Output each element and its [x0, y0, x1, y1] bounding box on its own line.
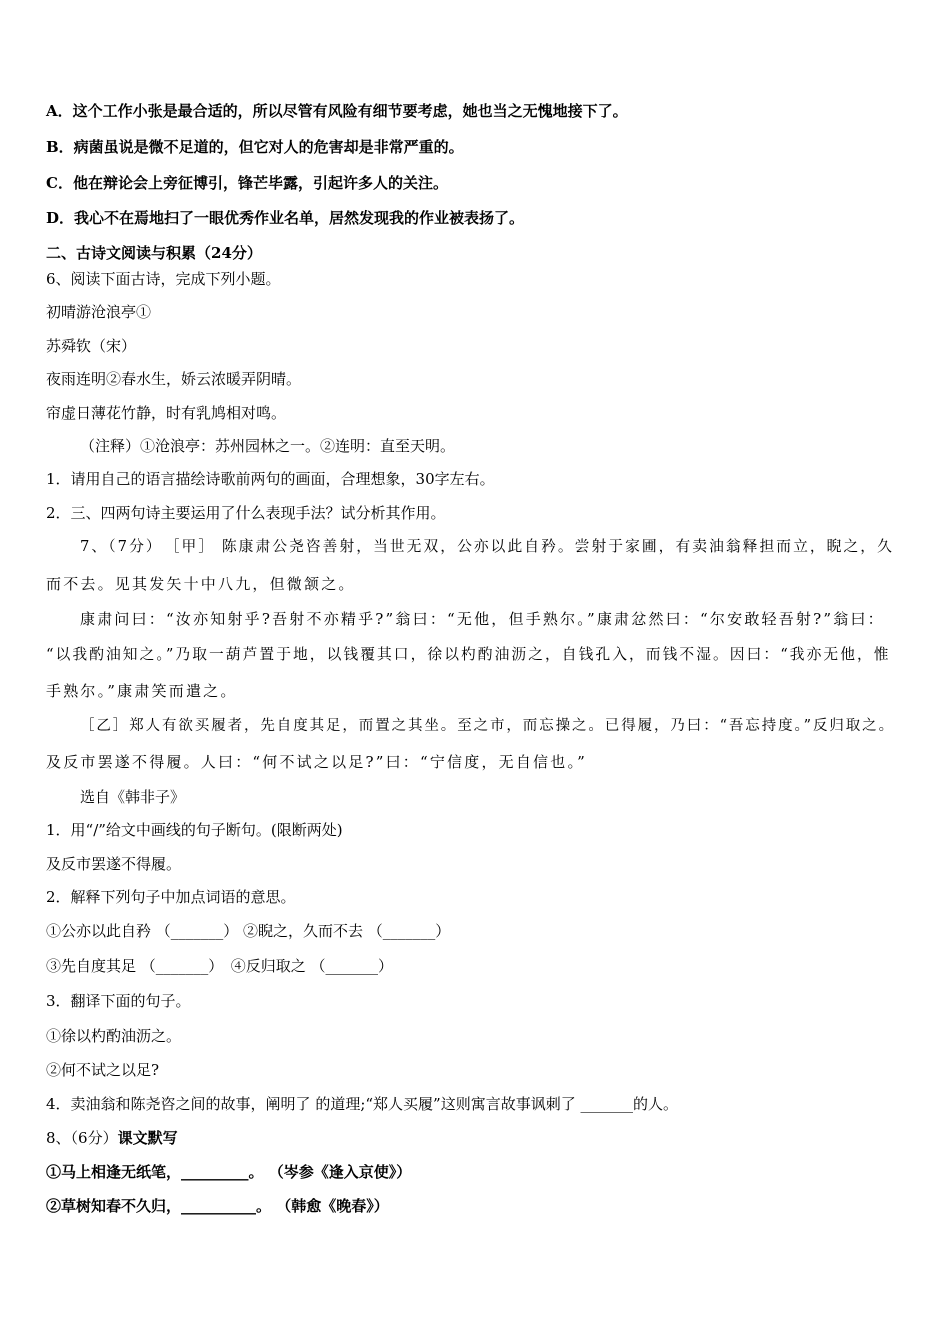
- q7-sub-3: 3．翻译下面的句子。: [46, 992, 191, 1010]
- q6-sub-2: 2．三、四两句诗主要运用了什么表现手法？试分析其作用。: [46, 504, 446, 522]
- q7-sub-4: 4．卖油翁和陈尧咨之间的故事，阐明了 的道理;“郑人买履”这则寓言故事讽刺了 _______的人。: [46, 1095, 678, 1113]
- q8-heading: [46, 1128, 178, 1148]
- q7-sub-2-row-2: ③先自度其足 （_______） ④反归取之 （_______）: [46, 957, 394, 975]
- poem-author: 苏舜钦（宋）: [46, 337, 137, 355]
- poem-line-2: 帘虚日薄花竹静，时有乳鸠相对鸣。: [46, 404, 287, 422]
- q7-passage-b-line-1: ［乙］郑人有欲买履者，先自度其足，而置之其坐。至之市，而忘操之。已得履，乃曰：“吾忘持度。”反归取之。: [80, 718, 895, 734]
- q7-passage-a-line-3: 康肃问曰：“汝亦知射乎?吾射不亦精乎?”翁曰：“无他，但手熟尔。”康肃忿然曰：“尔安敢轻吾射?”翁曰：: [80, 610, 885, 628]
- poem-title: 初晴游沧浪亭①: [46, 303, 152, 321]
- option-c: C．他在辩论会上旁征博引，锋芒毕露，引起许多人的关注。: [46, 174, 448, 192]
- option-b: B．病菌虽说是微不足道的，但它对人的危害却是非常严重的。: [46, 138, 464, 156]
- q7-passage-b-line-2: 及反市罢遂不得履。人曰：“何不试之以足?”曰：“宁信度，无自信也。”: [46, 753, 588, 771]
- section-heading: 二、古诗文阅读与积累（24分）: [46, 244, 262, 262]
- q7-sub-2-row-1: ①公亦以此自矜 （_______） ②睨之，久而不去 （_______）: [46, 922, 451, 940]
- q8-heading-text: 8、（6分）课文默写: [46, 1129, 178, 1147]
- q7-sub-3-item-1: ①徐以杓酌油沥之。: [46, 1027, 182, 1045]
- q8-line-1: ①马上相逢无纸笔，_________。 （岑参《逢入京使》）: [46, 1163, 412, 1181]
- q7-passage-a-line-1: 7、（7分） ［甲］ 陈康肃公尧咨善射，当世无双，公亦以此自矜。尝射于家圃，有卖油翁释担而立，睨之，久: [80, 538, 894, 555]
- q8-line-2: ②草树知春不久归，__________。 （韩愈《晚春》）: [46, 1197, 389, 1215]
- poem-notes: （注释）①沧浪亭：苏州园林之一。②连明：直至天明。: [80, 437, 456, 455]
- q6-prompt: 6、阅读下面古诗，完成下列小题。: [46, 270, 281, 288]
- q7-passage-a-line-4: “以我酌油知之。”乃取一葫芦置于地，以钱覆其口，徐以杓酌油沥之，自钱孔入，而钱不湿。因曰：“我亦无他，惟: [46, 646, 891, 663]
- option-a: A．这个工作小张是最合适的，所以尽管有风险有细节要考虑，她也当之无愧地接下了。: [46, 102, 628, 120]
- q7-sub-2: 2．解释下列句子中加点词语的意思。: [46, 888, 296, 906]
- q7-passage-a-line-2: 而不去。见其发矢十中八九，但微颔之。: [46, 575, 356, 593]
- option-d: D．我心不在焉地扫了一眼优秀作业名单，居然发现我的作业被表扬了。: [46, 209, 525, 227]
- q6-sub-1: 1．请用自己的语言描绘诗歌前两句的画面，合理想象，30字左右。: [46, 470, 495, 488]
- poem-line-1: 夜雨连明②春水生，娇云浓暖弄阴晴。: [46, 370, 302, 388]
- q7-sub-3-item-2: ②何不试之以足?: [46, 1061, 160, 1079]
- q7-passage-a-line-5: 手熟尔。”康肃笑而遣之。: [46, 682, 238, 700]
- q7-source: 选自《韩非子》: [80, 788, 186, 806]
- q7-sub-1: 1．用“/”给文中画线的句子断句。(限断两处): [46, 821, 343, 839]
- q7-sub-1-text: 及反市罢遂不得履。: [46, 855, 182, 873]
